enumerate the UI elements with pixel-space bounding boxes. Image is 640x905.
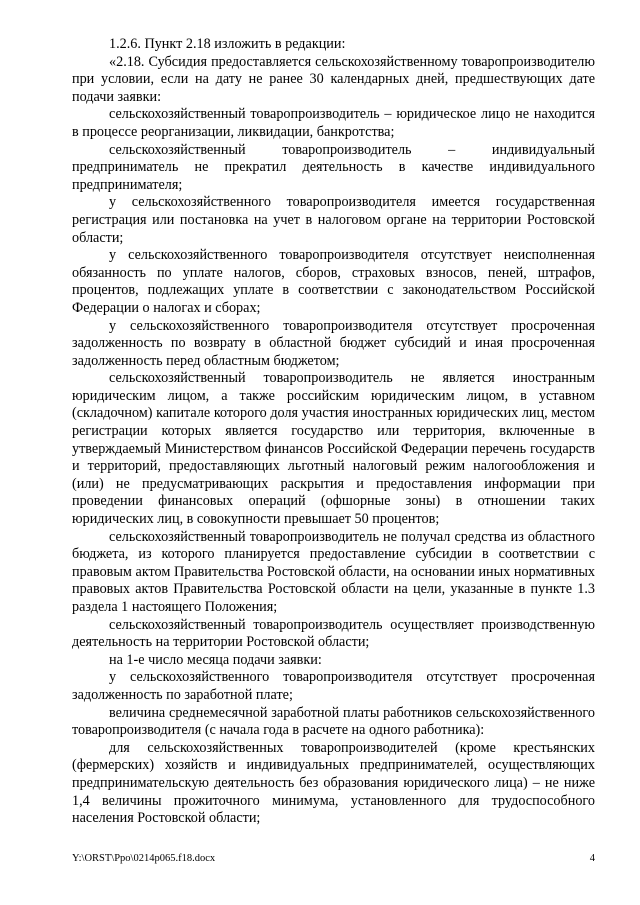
paragraph-individual-entrepreneur: сельскохозяйственный товаропроизводитель – индивидуальный предприниматель не прекратил деятельность в качестве индивидуального предпринимателя; <box>72 141 595 193</box>
paragraph-production-activity: сельскохозяйственный товаропроизводитель осуществляет производственную деятельность на территории Ростовской области; <box>72 616 595 651</box>
paragraph-average-salary: величина среднемесячной заработной платы работников сельскохозяйственного товаропроизводителя (с начала года в расчете на одного работника): <box>72 704 595 739</box>
paragraph-foreign-entity: сельскохозяйственный товаропроизводитель не является иностранным юридическим лицом, а также российским юридическим лицом, в уставном (складочном) капитале которого доля участия иностранных юридических лиц, местом регистрации которых является государство или территория, включенные в утверждаемый Министерством финансов Российской Федерации перечень государств и территорий, предоставляющих льготный налоговый режим налогообложения и (или) не предусматривающих раскрытия и предоставления информации при проведении финансовых операций (офшорные зоны) в отношении таких юридических лиц, в совокупности превышает 50 процентов; <box>72 370 595 528</box>
paragraph-tax-obligation: у сельскохозяйственного товаропроизводителя отсутствует неисполненная обязанность по уплате налогов, сборов, страховых взносов, пеней, штрафов, процентов, подлежащих уплате в соответствии с законодательством Российской Федерации о налогах и сборах; <box>72 247 595 316</box>
paragraph-first-of-month: на 1-е число месяца подачи заявки: <box>109 651 322 668</box>
footer-page-number: 4 <box>589 853 595 864</box>
paragraph-amendment-heading: 1.2.6. Пункт 2.18 изложить в редакции: <box>109 36 346 52</box>
document-body <box>72 36 595 828</box>
paragraph-registration: у сельскохозяйственного товаропроизводителя имеется государственная регистрация или постановка на учет в налоговом органе на территории Ростовской области; <box>72 194 595 246</box>
paragraph-no-prior-funds: сельскохозяйственный товаропроизводитель не получал средства из областного бюджета, из которого планируется предоставление субсидии в соответствии с правовым актом Правительства Ростовской области, на основании иных нормативных правовых актов Правительства Ростовской области на цели, указанные в пункте 1.3 раздела 1 настоящего Положения; <box>72 528 595 615</box>
paragraph-budget-debt: у сельскохозяйственного товаропроизводителя отсутствует просроченная задолженность по возврату в областной бюджет субсидий и иная просроченная задолженность перед областным бюджетом; <box>72 317 595 369</box>
paragraph-subsidy-condition: «2.18. Субсидия предоставляется сельскохозяйственному товаропроизводителю при условии, если на дату не ранее 30 календарных дней, предшествующих дате подачи заявки: <box>72 53 595 105</box>
footer-file-path: Y:\ORST\Ppo\0214p065.f18.docx <box>72 853 216 864</box>
paragraph-legal-entity: сельскохозяйственный товаропроизводитель – юридическое лицо не находится в процессе реорганизации, ликвидации, банкротства; <box>72 106 595 140</box>
paragraph-salary-debt: у сельскохозяйственного товаропроизводителя отсутствует просроченная задолженность по заработной плате; <box>72 669 595 703</box>
paragraph-salary-threshold: для сельскохозяйственных товаропроизводителей (кроме крестьянских (фермерских) хозяйств и индивидуальных предпринимателей, осуществляющих предпринимательскую деятельность без образования юридического лица) – не ниже 1,4 величины прожиточного минимума, установленного для трудоспособного населения Ростовской области; <box>72 739 595 827</box>
